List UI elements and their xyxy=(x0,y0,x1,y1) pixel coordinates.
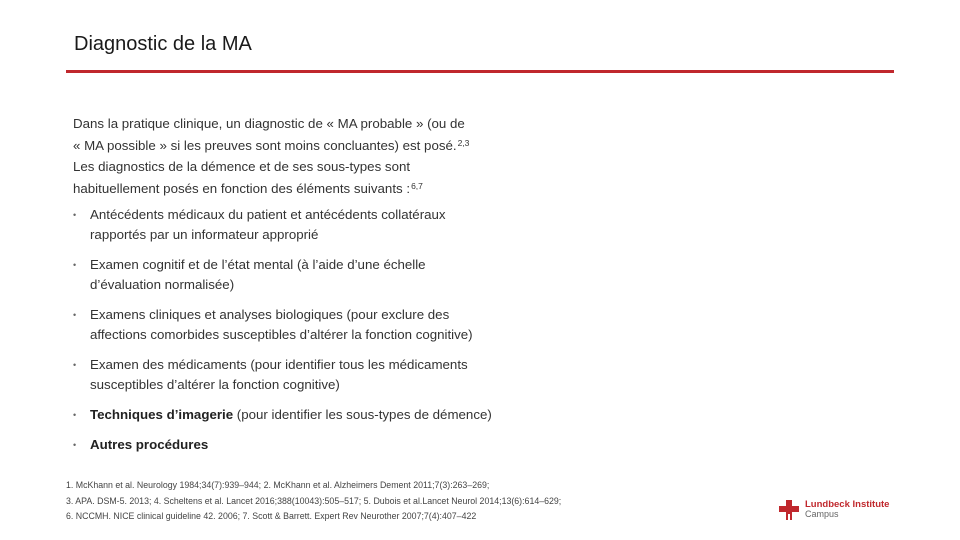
bullet-text: rapportés par un informateur approprié xyxy=(90,227,319,242)
logo-name: Lundbeck Institute xyxy=(805,499,890,510)
reference-line: 3. APA. DSM-5. 2013; 4. Scheltens et al. Lancet 2016;388(10043):505–517; 5. Dubois et al.Lancet Neurol 2014;13(6):614–629; xyxy=(66,495,562,506)
bullet-bold-text: Techniques d’imagerie xyxy=(90,407,234,422)
intro-line xyxy=(73,178,543,200)
bullet-marker: • xyxy=(73,410,77,420)
intro-line xyxy=(73,135,543,157)
bullet-list xyxy=(73,205,553,455)
intro-text: habituellement posés en fonction des éléments suivants : xyxy=(73,180,411,196)
bullet-item xyxy=(73,255,553,295)
slide-title: Diagnostic de la MA xyxy=(74,33,252,55)
bullet-item xyxy=(73,435,553,455)
bullet-marker: • xyxy=(73,310,77,320)
logo-subtitle: Campus xyxy=(805,509,839,519)
bullet-item xyxy=(73,405,553,425)
bullet-marker: • xyxy=(73,360,77,370)
intro-paragraph xyxy=(73,113,543,199)
references xyxy=(66,478,706,525)
bullet-marker: • xyxy=(73,440,77,450)
bullet-bold-text: Autres procédures xyxy=(90,437,209,452)
bullet-item xyxy=(73,355,553,395)
bullet-text: susceptibles d’altérer la fonction cognitive) xyxy=(90,377,340,392)
lundbeck-logo xyxy=(779,497,909,521)
bullet-text: Examen cognitif et de l’état mental (à l’aide d’une échelle xyxy=(90,257,426,272)
bullet-item xyxy=(73,205,553,245)
bullet-text: Antécédents médicaux du patient et antécédents collatéraux xyxy=(90,207,446,222)
bullet-text: Examen des médicaments (pour identifier tous les médicaments xyxy=(90,357,468,372)
bullet-marker: • xyxy=(73,260,77,270)
title-divider xyxy=(66,70,894,73)
bullet-marker: • xyxy=(73,210,77,220)
reference-line: 6. NCCMH. NICE clinical guideline 42. 2006; 7. Scott & Barrett. Expert Rev Neurother 2007;7(4):407–422 xyxy=(66,511,477,521)
bullet-text: d’évaluation normalisée) xyxy=(90,277,235,292)
bullet-text: affections comorbides susceptibles d’altérer la fonction cognitive) xyxy=(90,327,473,342)
bullet-text xyxy=(90,405,553,425)
intro-text: « MA possible » si les preuves sont moins concluantes) est posé. xyxy=(73,137,457,153)
citation-superscript: 6,7 xyxy=(411,180,423,191)
lundbeck-logo-icon xyxy=(779,500,799,520)
bullet-text: Examens cliniques et analyses biologiques (pour exclure des xyxy=(90,307,450,322)
citation-superscript: 2,3 xyxy=(457,137,470,148)
bullet-text xyxy=(90,435,553,455)
bullet-item xyxy=(73,305,553,345)
reference-line: 1. McKhann et al. Neurology 1984;34(7):939–944; 2. McKhann et al. Alzheimers Dement 2011;7(3):263–269; xyxy=(66,480,490,490)
bullet-rest-text: (pour identifier les sous-types de démence) xyxy=(233,407,492,422)
intro-line: Dans la pratique clinique, un diagnostic de « MA probable » (ou de xyxy=(73,116,465,131)
intro-line: Les diagnostics de la démence et de ses sous-types sont xyxy=(73,159,411,174)
